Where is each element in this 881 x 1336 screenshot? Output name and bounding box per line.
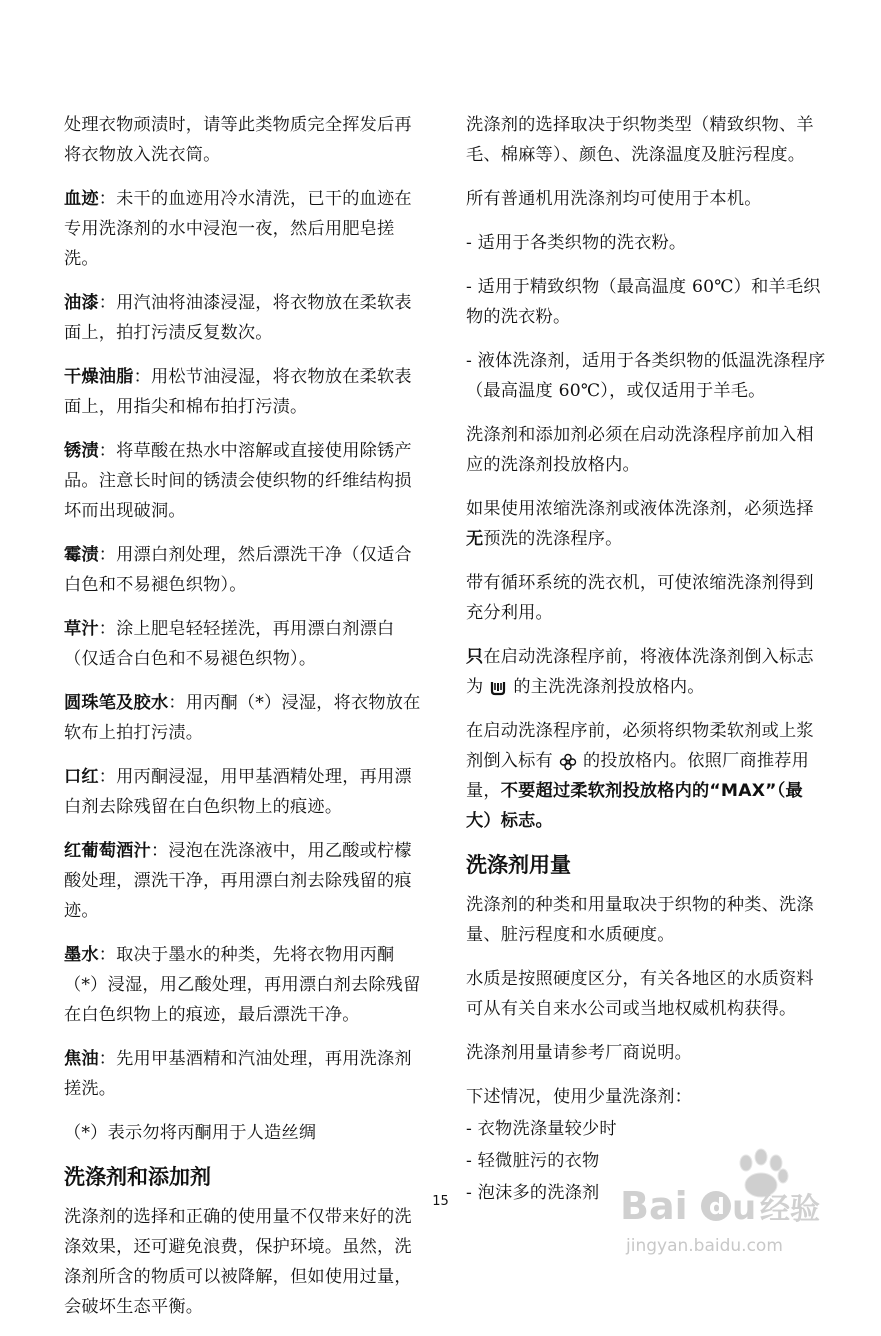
liquid-detergent-paragraph: 只在启动洗涤程序前，将液体洗涤剂倒入标志为 的主洗洗涤剂投放格内。 [466, 647, 814, 697]
stain-name: 焦油 [64, 1049, 99, 1069]
detergent-intro-paragraph: 洗涤剂的选择和正确的使用量不仅带来好的洗涤效果，还可避免浪费，保护环境。虽然，洗涤剂所含的物质可以被降解，但如使用过量，会破坏生态平衡。 [64, 1207, 412, 1317]
manufacturer-paragraph: 洗涤剂用量请参考厂商说明。 [466, 1043, 693, 1063]
baidu-watermark-logo [618, 1143, 828, 1261]
section-heading-dosage: 洗涤剂用量 [466, 853, 571, 877]
page-number: 15 [432, 1194, 449, 1209]
svg-text:d: d [709, 1195, 725, 1220]
stain-name: 口红 [64, 767, 99, 787]
stain-name: 血迹 [64, 189, 99, 209]
stain-name: 干燥油脂 [64, 367, 134, 387]
stain-treatment: ：浸泡在洗涤液中，用乙酸或柠檬酸处理，漂洗干净，再用漂白剂去除残留的痕迹。 [64, 841, 412, 921]
detergent-choice-paragraph: 洗涤剂的选择取决于织物类型（精致织物、羊毛、棉麻等）、颜色、洗涤温度及脏污程度。 [466, 115, 814, 165]
stain-item [64, 762, 424, 822]
stain-name: 红葡萄酒汁 [64, 841, 151, 861]
stain-item [64, 362, 424, 422]
add-before-paragraph: 洗涤剂和添加剂必须在启动洗涤程序前加入相应的洗涤剂投放格内。 [466, 425, 814, 475]
stain-treatment: ：取决于墨水的种类，先将衣物用丙酮（*）浸湿，用乙酸处理，再用漂白剂去除残留在白色织物上的痕迹，最后漂洗干净。 [64, 945, 421, 1025]
recirculation-paragraph: 带有循环系统的洗衣机，可使浓缩洗涤剂得到充分利用。 [466, 573, 814, 623]
stain-treatment: ：用汽油将油漆浸湿，将衣物放在柔软表面上，拍打污渍反复数次。 [64, 293, 412, 343]
stain-treatment: ：用丙酮浸湿，用甲基酒精处理，再用漂白剂去除残留在白色织物上的痕迹。 [64, 767, 412, 817]
stain-list [64, 184, 424, 1104]
svg-text:经验: 经验 [760, 1192, 820, 1227]
bullet-liquid: - 液体洗涤剂，适用于各类织物的低温洗涤程序（最高温度 60℃），或仅适用于羊毛。 [466, 351, 826, 401]
right-column [466, 110, 826, 1210]
low-dosage-intro: 下述情况，使用少量洗涤剂： [466, 1087, 693, 1107]
softener-paragraph: 在启动洗涤程序前，必须将织物柔软剂或上浆剂倒入标有 的投放格内。依照厂商推荐用量，不要超过柔软剂投放格内的“MAX”（最大）标志。 [466, 721, 814, 831]
stain-name: 墨水 [64, 945, 99, 965]
stain-treatment: ：用丙酮（*）浸湿，将衣物放在软布上拍打污渍。 [64, 693, 421, 743]
water-hardness-paragraph: 水质是按照硬度区分，有关各地区的水质资料可从有关自来水公司或当地权威机构获得。 [466, 969, 814, 1019]
stain-treatment: ：将草酸在热水中溶解或直接使用除锈产品。注意长时间的锈渍会使织物的纤维结构损坏而出现破洞。 [64, 441, 412, 521]
stain-item [64, 540, 424, 600]
stain-name: 锈渍 [64, 441, 99, 461]
stain-treatment: ：用漂白剂处理，然后漂洗干净（仅适合白色和不易褪色织物）。 [64, 545, 412, 595]
stain-name: 油漆 [64, 293, 99, 313]
stain-item [64, 836, 424, 926]
list-item: - 泡沫多的洗涤剂 [466, 1183, 600, 1203]
svg-text:u: u [732, 1188, 757, 1228]
stain-item [64, 436, 424, 526]
stain-item [64, 288, 424, 348]
list-item: - 衣物洗涤量较少时 [466, 1119, 617, 1139]
stain-name: 霉渍 [64, 545, 99, 565]
list-item: - 轻微脏污的衣物 [466, 1151, 600, 1171]
stain-treatment: ：涂上肥皂轻轻搓洗，再用漂白剂漂白（仅适合白色和不易褪色织物）。 [64, 619, 395, 669]
stain-name: 圆珠笔及胶水 [64, 693, 169, 713]
dosage-factors-paragraph: 洗涤剂的种类和用量取决于织物的种类、洗涤量、脏污程度和水质硬度。 [466, 895, 814, 945]
intro-paragraph: 处理衣物顽渍时，请等此类物质完全挥发后再将衣物放入洗衣筒。 [64, 115, 412, 165]
svg-text:jingyan.baidu.com: jingyan.baidu.com [626, 1236, 783, 1256]
concentrate-paragraph: 如果使用浓缩洗涤剂或液体洗涤剂，必须选择无预洗的洗涤程序。 [466, 499, 814, 549]
svg-text:Bai: Bai [620, 1184, 688, 1228]
stain-name: 草汁 [64, 619, 99, 639]
stain-item [64, 614, 424, 674]
bullet-powder: - 适用于各类织物的洗衣粉。 [466, 233, 687, 253]
acetone-note: （*）表示勿将丙酮用于人造丝绸 [64, 1123, 317, 1143]
stain-item [64, 940, 424, 1030]
detergent-compat-paragraph: 所有普通机用洗涤剂均可使用于本机。 [466, 189, 762, 209]
softener-flower-icon [559, 753, 577, 771]
stain-item [64, 688, 424, 748]
section-heading-detergents: 洗涤剂和添加剂 [64, 1165, 211, 1189]
stain-item [64, 1044, 424, 1104]
stain-treatment: ：用松节油浸湿，将衣物放在柔软表面上，用指尖和棉布拍打污渍。 [64, 367, 412, 417]
main-wash-compartment-icon [489, 679, 507, 697]
left-column [64, 110, 424, 1336]
stain-item [64, 184, 424, 274]
bullet-delicate-powder: - 适用于精致织物（最高温度 60℃）和羊毛织物的洗衣粉。 [466, 277, 821, 327]
stain-treatment: ：先用甲基酒精和汽油处理，再用洗涤剂搓洗。 [64, 1049, 412, 1099]
stain-treatment: ：未干的血迹用冷水清洗，已干的血迹在专用洗涤剂的水中浸泡一夜，然后用肥皂搓洗。 [64, 189, 412, 269]
